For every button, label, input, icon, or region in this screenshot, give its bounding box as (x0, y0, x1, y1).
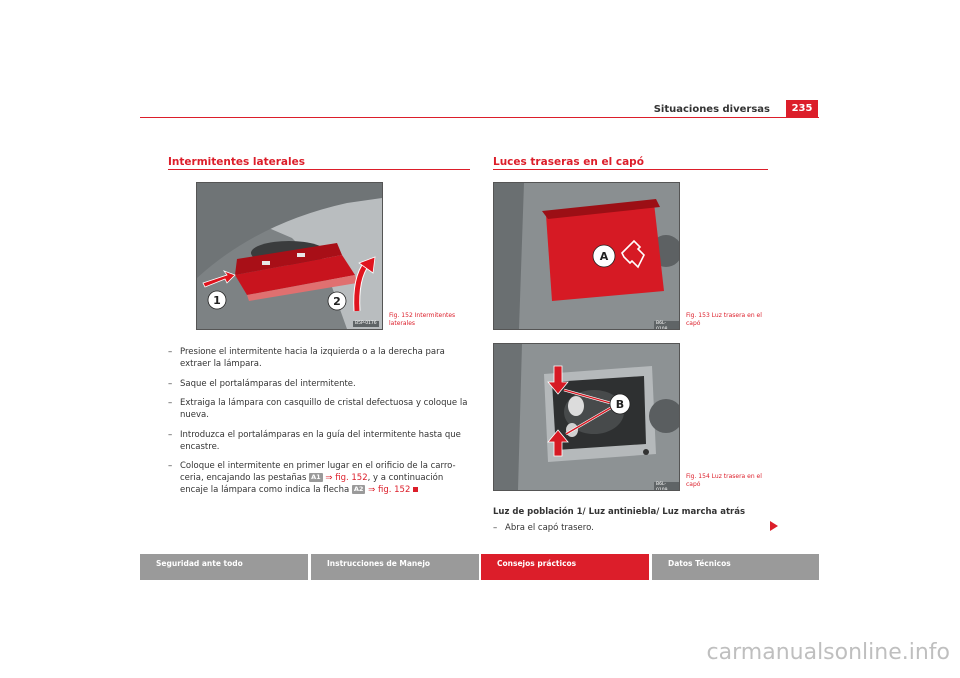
figure-label-a: A (599, 250, 609, 263)
tab-datos-tecnicos[interactable]: Datos Técnicos (652, 554, 819, 580)
instruction-list-left (168, 346, 468, 504)
figure-ref-link[interactable]: ⇒ fig. 152 (322, 473, 368, 483)
figure-153-illustration (494, 183, 679, 329)
section-heading-intermitentes: Intermitentes laterales (168, 156, 305, 168)
figure-ref-link[interactable]: ⇒ fig. 152 (365, 485, 411, 495)
figure-153-tail-light-cover (493, 182, 680, 330)
figure-152-illustration (197, 183, 382, 329)
list-item: – Saque el portalámparas del intermitente. (168, 378, 356, 389)
figure-153-caption: Fig. 153 Luz trasera en el capó (686, 312, 762, 327)
continue-arrow-icon[interactable] (770, 521, 778, 531)
page-number: 235 (786, 100, 818, 117)
figure-154-illustration (494, 344, 679, 490)
figure-154-bulb-holder (493, 343, 680, 491)
list-item: – Coloque el intermitente en primer lugar en el orificio de la carro-ceria, encajando las pestañas A1 ⇒ fig. 152, y a continuación encaje la lámpara como indica la flecha A2 ⇒ fig. 152 (168, 461, 456, 495)
header-rule (140, 117, 819, 118)
section-rule-right (493, 169, 768, 170)
tab-seguridad[interactable]: Seguridad ante todo (140, 554, 308, 580)
figure-code: B5P-0176 (355, 321, 377, 326)
figure-label-2: 2 (333, 295, 341, 308)
section-rule-left (168, 169, 470, 170)
list-item: – Introduzca el portalámparas en la guía del intermitente hasta que encastre. (168, 429, 461, 452)
end-of-section-icon (413, 487, 418, 492)
tab-instrucciones[interactable]: Instrucciones de Manejo (311, 554, 479, 580)
figure-154-caption: Fig. 154 Luz trasera en el capó (686, 473, 762, 488)
figure-code: B6L-0108 (654, 321, 679, 330)
figure-152-caption: Fig. 152 Intermitentes laterales (389, 312, 456, 327)
section-heading-luces-traseras: Luces traseras en el capó (493, 156, 644, 168)
figure-152-side-indicator (196, 182, 383, 330)
arrow-marker-a2: A2 (353, 485, 364, 493)
subheading-luz-poblacion: Luz de población 1/ Luz antiniebla/ Luz marcha atrás (493, 507, 746, 517)
list-item: – Abra el capó trasero. (493, 523, 594, 533)
figure-label-b: B (615, 398, 625, 411)
list-item: – Presione el intermitente hacia la izquierda o a la derecha para extraer la lámpara. (168, 347, 445, 369)
figure-label-1: 1 (213, 294, 221, 307)
tab-consejos[interactable]: Consejos prácticos (481, 554, 649, 580)
list-item: – Extraiga la lámpara con casquillo de cristal defectuosa y coloque la nueva. (168, 398, 468, 420)
watermark: carmanualsonline.info (706, 640, 950, 665)
figure-code: B6L-0109 (654, 482, 679, 491)
tab-marker-a1: A1 (311, 473, 321, 481)
instruction-list-right (493, 522, 768, 542)
running-header-title: Situaciones diversas (653, 104, 770, 115)
